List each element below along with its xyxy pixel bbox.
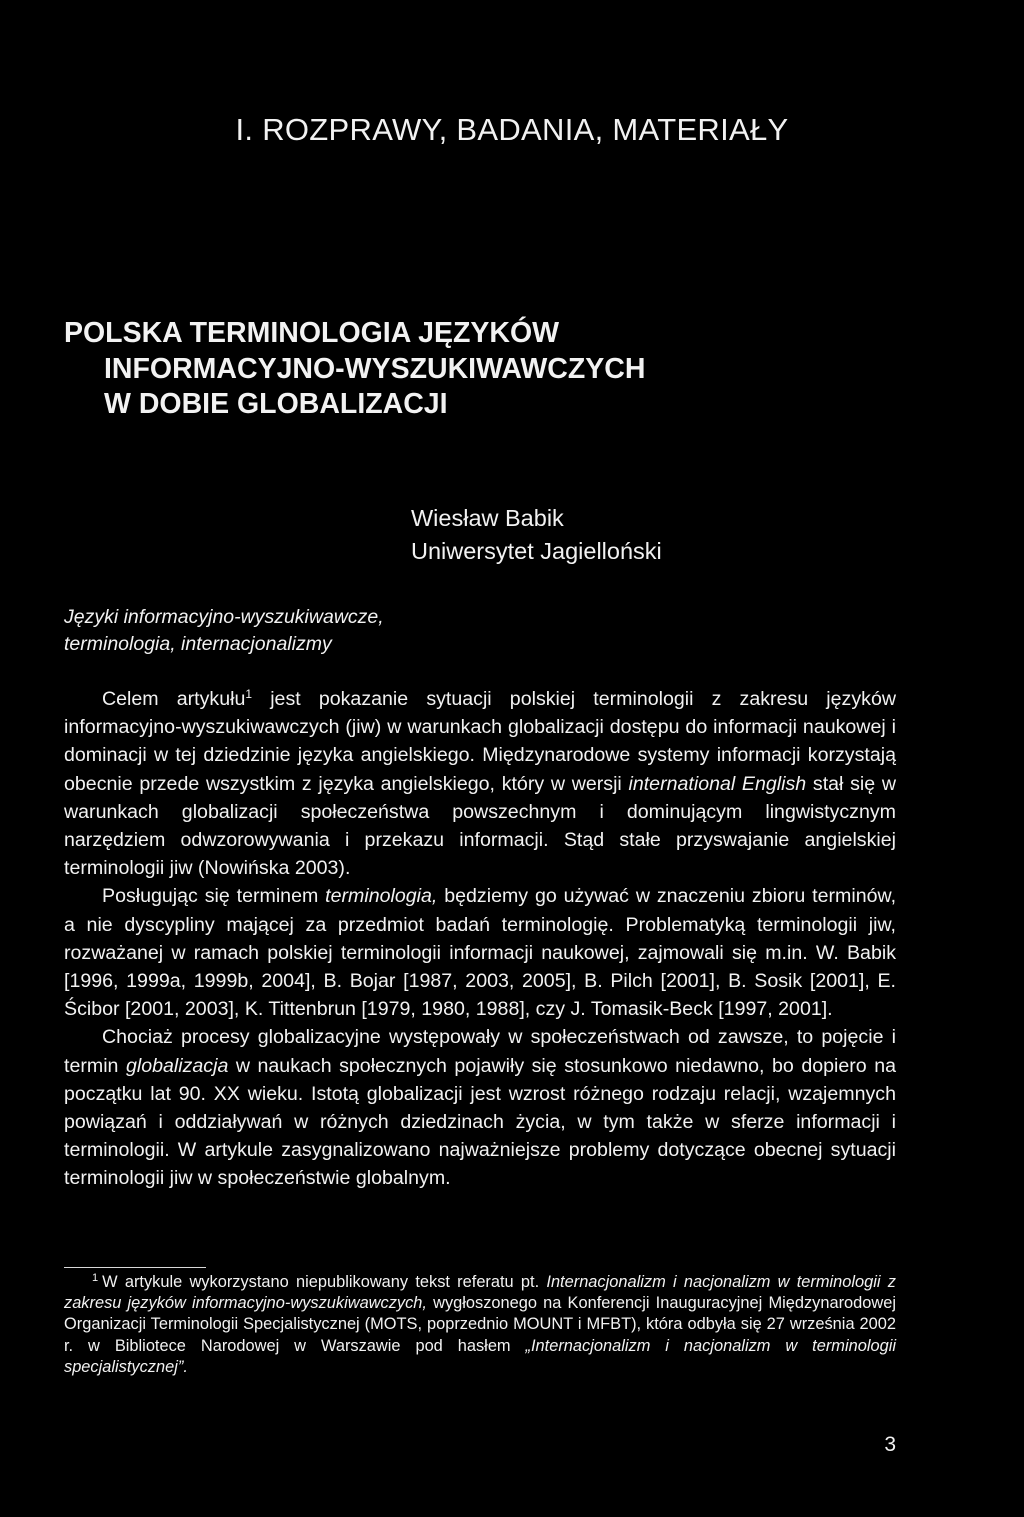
body-paragraph-1 xyxy=(64,685,896,882)
paragraph-3-text-a: Chociaż procesy globalizacyjne występowały w społeczeństwach od zawsze, to pojęcie i termin xyxy=(64,1026,896,1077)
paragraph-2-text-c: będziemy go używać w znaczeniu zbioru terminów, a nie dyscypliny mającej za przedmiot badań terminologię. Problematyką terminologii jiw, rozważanej w ramach polskiej terminologii informacji naukowej, zajmowali się m.in. W. Babik [1996, 1999a, 1999b, 2004], B. Bojar [1987, 2003, 2005], B. Pilch [2001], B. Sosik [2001], E. Ścibor [2001, 2003], K. Tittenbrun [1979, 1980, 1988], czy J. Tomasik-Beck [1997, 2001]. xyxy=(64,885,897,1021)
section-heading: I. ROZPRAWY, BADANIA, MATERIAŁY xyxy=(235,112,789,147)
footnote xyxy=(64,1272,896,1378)
keywords: Języki informacyjno-wyszukiwawcze, terminologia, internacjonalizmy xyxy=(64,606,384,656)
paragraph-3-text-c: w naukach społecznych pojawiły się stosunkowo niedawno, bo dopiero na początku lat 90. XX wieku. Istotą globalizacji jest wzrost różnego rodzaju relacji, wzajemnych powiązań i oddziaływań w różnych dziedzinach życia, w tym także w sferze informacji i terminologii. W artykule zasygnalizowano najważniejsze problemy dotyczące obecnej sytuacji terminologii jiw w społeczeństwie globalnym. xyxy=(64,1054,896,1190)
body-paragraph-3 xyxy=(64,1023,896,1192)
page-number: 3 xyxy=(884,1433,896,1456)
body-paragraph-2 xyxy=(64,882,896,1023)
paragraph-3-italic-term: globalizacja xyxy=(125,1054,229,1077)
footnote-italic-title: Internacjonalizm i nacjonalizm w terminologii z zakresu języków informacyjno-wyszukiwawczych, xyxy=(64,1273,896,1313)
paragraph-2-italic-term: terminologia, xyxy=(325,885,438,908)
article-title-line-3: W DOBIE GLOBALIZACJI xyxy=(104,388,448,421)
article-title-line-1: POLSKA TERMINOLOGIA JĘZYKÓW xyxy=(64,317,560,349)
footnote-text-a: W artykule wykorzystano niepublikowany tekst referatu pt. xyxy=(102,1273,547,1291)
footnote-text-c: wygłoszonego na Konferencji Inauguracyjnej Międzynarodowej Organizacji Terminologii Specjalistycznej (MOTS, poprzednio MOUNT i MFBT), która odbyła się 27 września 2002 r. w Bibliotece Narodowej w Warszawie pod hasłem xyxy=(64,1294,896,1355)
article-title-line-2: INFORMACYJNO-WYSZUKIWAWCZYCH xyxy=(104,352,646,385)
article-body xyxy=(64,685,896,1193)
article-title xyxy=(64,316,964,423)
author-block xyxy=(411,502,971,568)
author-name: Wiesław Babik xyxy=(411,505,564,531)
paragraph-1-italic-term: international English xyxy=(628,772,807,795)
paragraph-1-text-b: jest pokazanie sytuacji polskiej terminologii z zakresu języków informacyjno-wyszukiwawczych (jiw) w warunkach globalizacji dostępu do informacji naukowej i dominacji w tej dziedzinie języka angielskiego. Międzynarodowe systemy informacji korzystają obecnie przede wszystkim z języka angielskiego, który w wersji xyxy=(64,688,896,795)
author-affiliation: Uniwersytet Jagielloński xyxy=(411,537,662,564)
footnote-divider xyxy=(64,1267,206,1268)
footnote-reference-mark[interactable]: 1 xyxy=(245,687,253,701)
footnote-paragraph xyxy=(64,1272,896,1378)
paragraph-2-text-a: Posługując się terminem xyxy=(102,885,326,908)
footnote-italic-motto: „Internacjonalizm i nacjonalizm w terminologii specjalistycznej”. xyxy=(64,1336,896,1376)
footnote-number: 1 xyxy=(92,1272,99,1284)
paragraph-1-text-a: Celem artykułu xyxy=(102,688,246,710)
paragraph-1-text-d: stał się w warunkach globalizacji społeczeństwa powszechnym i dominującym lingwistycznym narzędziem odwzorowywania i przekazu informacji. Stąd stałe przyswajanie angielskiej terminologii jiw (Nowińska 2003). xyxy=(64,772,896,880)
